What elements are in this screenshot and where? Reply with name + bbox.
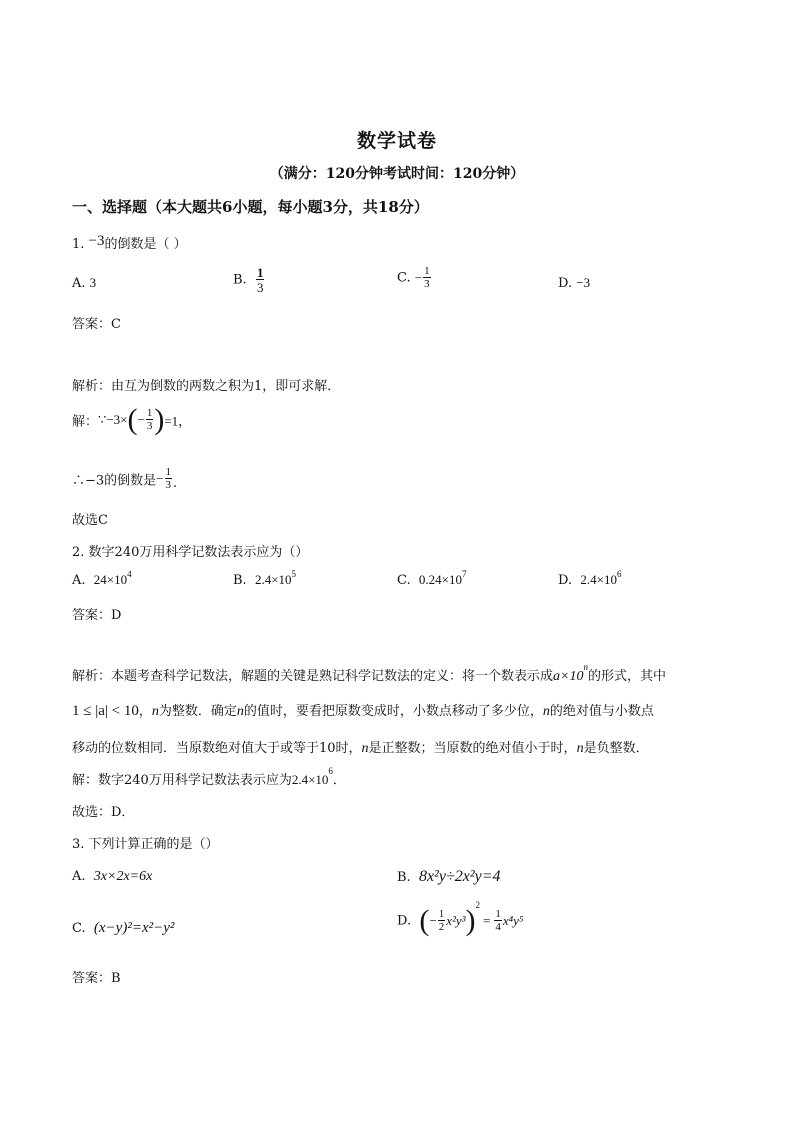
q1-stem bbox=[72, 233, 187, 253]
variable-n: n bbox=[151, 704, 159, 719]
exponent: n bbox=[583, 662, 588, 672]
q3-stem-text: 下列计算正确的是（） bbox=[88, 837, 219, 852]
q2-stem bbox=[72, 541, 308, 560]
option-value: 8x²y÷2x²y=4 bbox=[418, 868, 501, 885]
left-paren: ( bbox=[127, 403, 138, 436]
period: . bbox=[173, 476, 178, 491]
option-label: C. bbox=[72, 921, 86, 936]
option-value: 2.4×10 bbox=[254, 572, 292, 587]
exponent: 2 bbox=[475, 900, 481, 910]
q3-answer: 答案：B bbox=[72, 971, 121, 986]
option-label: A. bbox=[72, 869, 86, 884]
analysis-text: 移动的位数相同．当原数绝对值大于或等于10时， bbox=[72, 741, 362, 756]
q3-stem bbox=[72, 833, 219, 852]
q1-analysis: 解析：由互为倒数的两数之积为1，即可求解． bbox=[72, 379, 341, 394]
page-title: 数学试卷 bbox=[356, 130, 437, 152]
option-value: −3 bbox=[576, 275, 591, 290]
fraction: $\frac{1}{2}$ bbox=[438, 908, 445, 933]
q1-expr: −3 bbox=[88, 233, 105, 249]
q3-number: 3. bbox=[72, 837, 85, 852]
inequality-expr: 1 ≤ |a| < 10 bbox=[72, 703, 139, 719]
q2-analysis-line-2 bbox=[72, 700, 654, 720]
because-symbol: ∵ bbox=[98, 412, 107, 427]
option-value: 3 bbox=[89, 275, 97, 290]
q1-option-c bbox=[397, 266, 432, 290]
q2-solution bbox=[72, 766, 346, 788]
section-heading: 一、选择题（本大题共6小题，每小题3分，共18分） bbox=[72, 198, 429, 216]
q2-analysis-line-3 bbox=[72, 737, 649, 757]
exponent: 4 bbox=[127, 569, 132, 579]
option-label: B. bbox=[397, 870, 411, 885]
q1-solution bbox=[72, 405, 191, 435]
equals-sign: = bbox=[483, 913, 491, 928]
q2-choose: 故选：D． bbox=[72, 805, 135, 820]
q2-option-c bbox=[397, 569, 467, 588]
fraction: $\frac{1}{3}$ bbox=[424, 265, 430, 290]
analysis-text: 解析：本题考查科学记数法，解题的关键是熟记科学记数法的定义：将一个数表示成 bbox=[72, 669, 554, 684]
exponent: 7 bbox=[461, 569, 467, 579]
q2-option-b bbox=[233, 569, 297, 588]
exponent: 6 bbox=[328, 766, 333, 776]
q3-option-c bbox=[72, 920, 174, 937]
q1-choose: 故选C bbox=[72, 513, 108, 528]
q1-conclusion bbox=[72, 467, 177, 491]
solution-expr: −3× bbox=[106, 412, 128, 427]
variable-expr: x⁴y⁵ bbox=[502, 913, 524, 928]
minus-sign: − bbox=[429, 913, 437, 928]
option-value: (x−y)²=x²−y² bbox=[93, 920, 175, 936]
page-subtitle: （满分：120分钟考试时间：120分钟） bbox=[269, 166, 525, 182]
exponent: 6 bbox=[616, 569, 622, 579]
solution-text: 解：数字240万用科学记数法表示应为 bbox=[72, 773, 292, 788]
variable-n: n bbox=[576, 741, 584, 756]
variable-n: n bbox=[236, 704, 244, 719]
analysis-text: ， bbox=[138, 704, 152, 719]
sci-notation-expr: a×10 bbox=[553, 669, 584, 684]
option-label: C. bbox=[397, 573, 411, 588]
q1-number: 1. bbox=[72, 237, 85, 252]
q1-option-d bbox=[558, 275, 590, 291]
analysis-text: 是负整数． bbox=[583, 741, 649, 756]
option-label: B. bbox=[233, 272, 247, 288]
q2-option-a bbox=[72, 569, 132, 588]
option-label: A. bbox=[72, 276, 86, 291]
q2-analysis-line-1 bbox=[72, 662, 666, 685]
fraction: $\frac{1}{3}$ bbox=[146, 407, 153, 432]
option-value: 3x×2x=6x bbox=[93, 869, 153, 884]
option-label: D. bbox=[558, 573, 573, 588]
option-value: 0.24×10 bbox=[418, 572, 462, 587]
q2-answer: 答案：D bbox=[72, 608, 122, 623]
option-value: 24×10 bbox=[93, 572, 128, 587]
q2-stem-text: 数字240万用科学记数法表示应为（） bbox=[88, 545, 309, 560]
variable-n: n bbox=[542, 704, 550, 719]
option-label: A. bbox=[72, 573, 86, 588]
option-label: D. bbox=[558, 276, 573, 291]
q2-number: 2. bbox=[72, 545, 85, 560]
variable-expr: x²y³ bbox=[446, 913, 466, 928]
q1-answer: 答案：C bbox=[72, 317, 121, 332]
period: ． bbox=[332, 773, 346, 788]
q1-option-a bbox=[72, 275, 96, 291]
minus-sign: − bbox=[156, 471, 164, 486]
solution-prefix: 解： bbox=[72, 414, 99, 430]
option-label: D. bbox=[397, 913, 412, 929]
q3-option-b bbox=[397, 868, 501, 886]
fraction: $\frac{1}{3}$ bbox=[256, 265, 264, 295]
right-paren: ) bbox=[154, 403, 165, 436]
q3-option-a bbox=[72, 869, 152, 885]
fraction: $\frac{1}{3}$ bbox=[165, 466, 172, 491]
q2-option-d bbox=[558, 569, 622, 588]
left-paren: ( bbox=[419, 904, 430, 937]
solution-expr: 2.4×10 bbox=[291, 772, 329, 787]
option-label: B. bbox=[233, 573, 247, 588]
q1-option-b bbox=[233, 266, 265, 294]
analysis-text: 的形式，其中 bbox=[587, 669, 666, 684]
q1-stem-text: 的倒数是（ ） bbox=[104, 237, 187, 252]
exponent: 5 bbox=[291, 569, 297, 579]
analysis-text: 是正整数；当原数的绝对值小于时， bbox=[368, 741, 577, 756]
variable-n: n bbox=[361, 741, 369, 756]
option-value: 2.4×10 bbox=[580, 572, 617, 587]
fraction: $\frac{1}{4}$ bbox=[495, 908, 501, 933]
q3-option-d bbox=[397, 900, 524, 937]
analysis-text: 的绝对值与小数点 bbox=[549, 704, 654, 719]
conclusion-text: ∴−3的倒数是 bbox=[72, 473, 157, 489]
minus-sign: − bbox=[137, 412, 145, 427]
analysis-text: 的值时，要看把原数变成时，小数点移动了多少位， bbox=[243, 704, 543, 719]
analysis-text: 为整数．确定 bbox=[158, 704, 237, 719]
right-paren: ) bbox=[465, 904, 476, 937]
option-label: C. bbox=[397, 270, 411, 286]
solution-result: =1， bbox=[164, 413, 192, 429]
minus-sign: − bbox=[414, 270, 423, 285]
